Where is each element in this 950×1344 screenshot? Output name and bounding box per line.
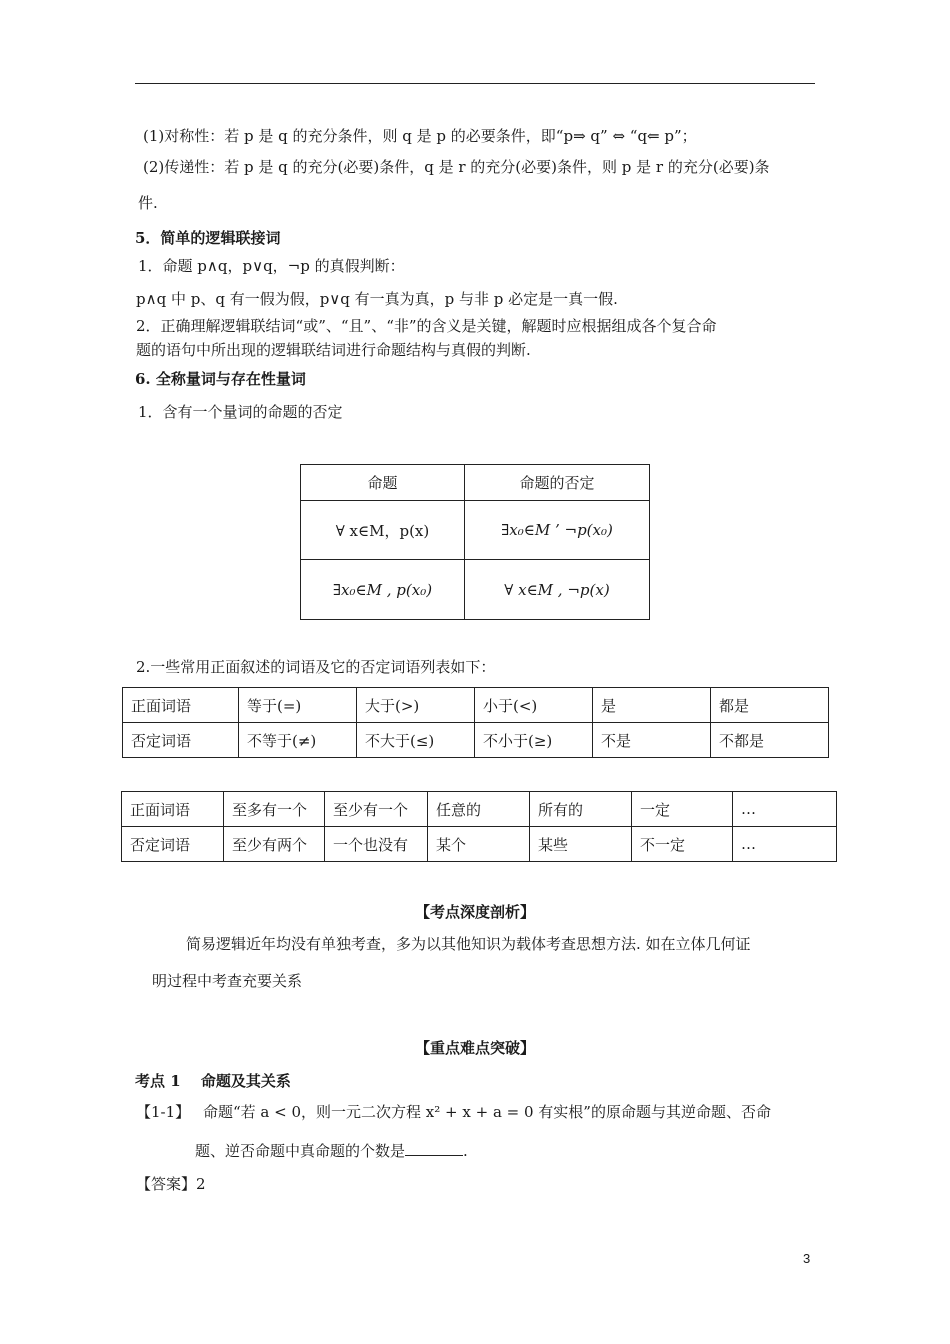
- logic-connective-note-line1: 2．正确理解逻辑联结词“或”、“且”、“非”的含义是关键，解题时应根据组成各个复合命: [136, 317, 717, 335]
- page-number: 3: [803, 1251, 811, 1266]
- transitivity-property: (2)传递性：若 p 是 q 的充分(必要)条件，q 是 r 的充分(必要)条件，则 p 是 r 的充分(必要)条: [143, 158, 770, 176]
- table-cell: 至多有一个: [224, 792, 325, 827]
- table-cell: ∃x₀∈M , p(x₀): [301, 560, 465, 620]
- section-6-heading: 6. 全称量词与存在性量词: [135, 370, 306, 388]
- table-cell: ∀ x∈M , ¬p(x): [465, 560, 650, 620]
- word-negation-table-1: [122, 687, 829, 758]
- answer: 【答案】2: [136, 1175, 206, 1193]
- table-cell: 正面词语: [122, 792, 224, 827]
- question-text-line1: 命题“若 a < 0，则一元二次方程 x² + x + a = 0 有实根”的原命题与其逆命题、否命: [203, 1103, 771, 1121]
- analysis-text-line2: 明过程中考查充要关系: [152, 972, 303, 990]
- header-rule: [135, 83, 815, 84]
- breakthrough-heading: 【重点难点突破】: [414, 1039, 535, 1057]
- table-cell: …: [733, 827, 837, 862]
- quantifier-negation-intro: 1．含有一个量词的命题的否定: [138, 403, 343, 421]
- logic-connective-intro: 1．命题 p∧q，p∨q，¬p 的真假判断：: [138, 257, 405, 275]
- answer-blank: [405, 1141, 463, 1156]
- table-cell: ∃x₀∈M ’ ¬p(x₀): [465, 501, 650, 560]
- table-cell: 任意的: [428, 792, 530, 827]
- table-cell: 所有的: [530, 792, 632, 827]
- table-cell: 都是: [711, 688, 829, 723]
- question-text-line2: 题、逆否命题中真命题的个数是 .: [195, 1142, 468, 1160]
- table-header-cell: 命题的否定: [465, 465, 650, 501]
- table-cell: 至少有一个: [325, 792, 428, 827]
- table-cell: 不一定: [632, 827, 733, 862]
- table-cell: 否定词语: [122, 827, 224, 862]
- analysis-heading: 【考点深度剖析】: [414, 903, 535, 921]
- word-negation-intro: 2.一些常用正面叙述的词语及它的否定词语列表如下：: [136, 658, 496, 676]
- table-cell: …: [733, 792, 837, 827]
- table-cell: 小于(<): [475, 688, 593, 723]
- table-cell: 等于(=): [239, 688, 357, 723]
- section-5-heading: 5．简单的逻辑联接词: [135, 229, 281, 247]
- table-cell: 大于(>): [357, 688, 475, 723]
- table-cell: 不是: [593, 723, 711, 758]
- word-negation-table-2: [121, 791, 837, 862]
- analysis-text-line1: 简易逻辑近年均没有单独考查，多为以其他知识为载体考查思想方法. 如在立体几何证: [186, 935, 751, 953]
- question-label: 【1-1】: [136, 1103, 191, 1121]
- logic-connective-rule: p∧q 中 p、q 有一假为假，p∨q 有一真为真，p 与非 p 必定是一真一假.: [136, 290, 618, 308]
- transitivity-property-end: 件.: [138, 194, 158, 212]
- table-cell: 某个: [428, 827, 530, 862]
- table-cell: 至少有两个: [224, 827, 325, 862]
- quantifier-negation-table: [300, 464, 650, 620]
- logic-connective-note-line2: 题的语句中所出现的逻辑联结词进行命题结构与真假的判断.: [136, 341, 531, 359]
- table-cell: 一定: [632, 792, 733, 827]
- table-cell: 不小于(≥): [475, 723, 593, 758]
- table-cell: 否定词语: [123, 723, 239, 758]
- table-cell: 不都是: [711, 723, 829, 758]
- table-cell: 不等于(≠): [239, 723, 357, 758]
- table-header-cell: 命题: [301, 465, 465, 501]
- table-cell: 正面词语: [123, 688, 239, 723]
- symmetry-property: (1)对称性：若 p 是 q 的充分条件，则 q 是 p 的必要条件，即“p⇒ q” ⇔ “q⇐ p”；: [143, 127, 697, 145]
- table-cell: 是: [593, 688, 711, 723]
- topic-title: 考点 1 命题及其关系: [135, 1072, 291, 1090]
- table-cell: 某些: [530, 827, 632, 862]
- table-cell: ∀ x∈M，p(x): [301, 501, 465, 560]
- table-cell: 一个也没有: [325, 827, 428, 862]
- table-cell: 不大于(≤): [357, 723, 475, 758]
